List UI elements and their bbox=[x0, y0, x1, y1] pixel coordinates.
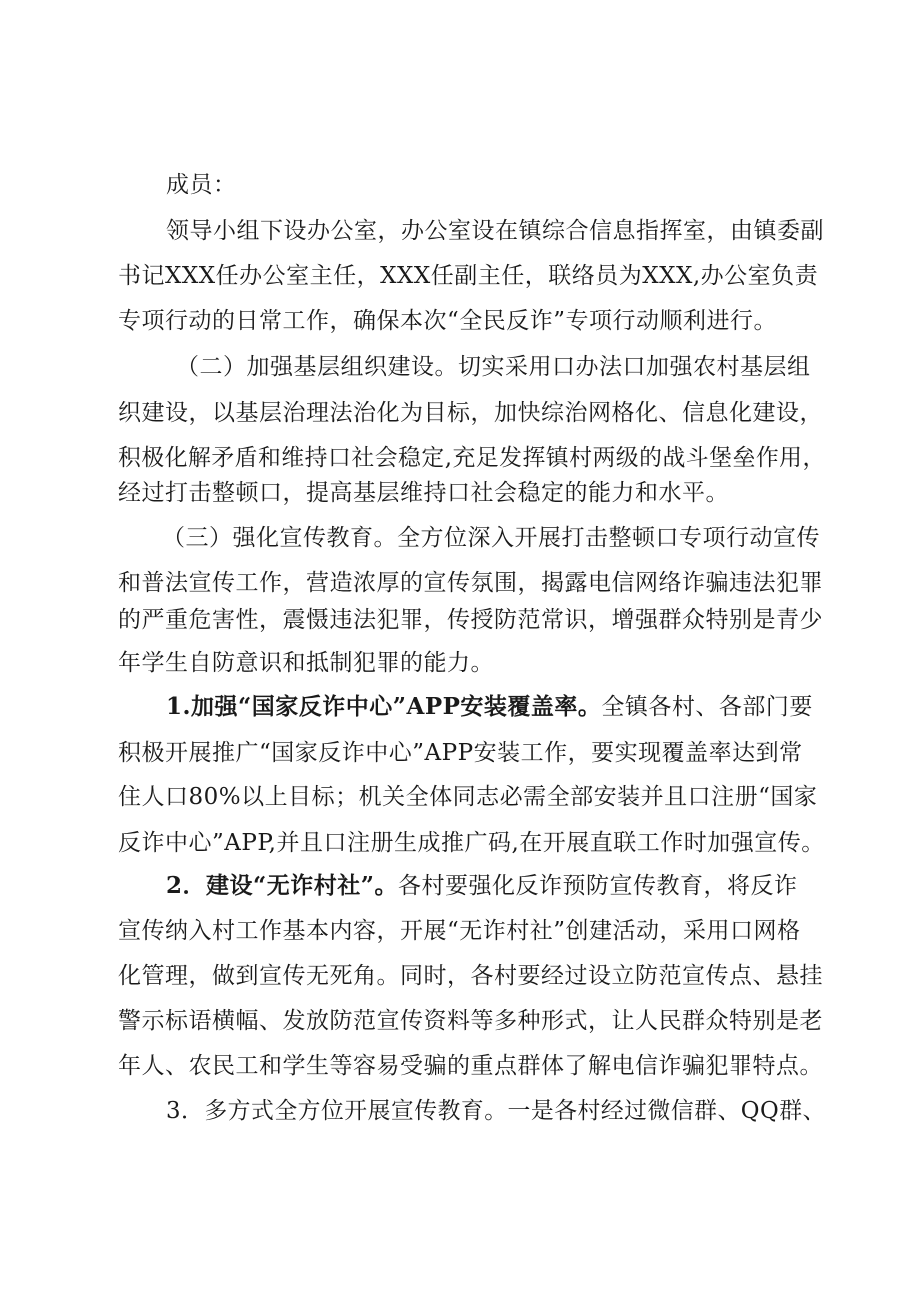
text-line bbox=[118, 914, 801, 948]
text-run: 化管理，做到宣传无死角。同时，各村要经过设立防范宣传点、悬挂 bbox=[118, 963, 823, 989]
text-line bbox=[118, 304, 777, 338]
text-line bbox=[118, 603, 823, 637]
text-line bbox=[118, 441, 826, 475]
text-line bbox=[118, 959, 823, 993]
text-run-bold: 1.加强“国家反诈中心”APP安装覆盖率。 bbox=[166, 693, 602, 720]
text-run: 书记XXX任办公室主任，XXX任副主任，联络员为XXX,办公室负责 bbox=[118, 263, 819, 289]
text-run: （二）加强基层组织建设。切实采用口办法口加强农村基层组 bbox=[176, 354, 811, 380]
text-line bbox=[162, 521, 820, 555]
text-run: （三）强化宣传教育。全方位深入开展打击整顿口专项行动宣传 bbox=[162, 525, 820, 551]
text-line bbox=[166, 869, 797, 903]
text-run: 专项行动的日常工作，确保本次“全民反诈”专项行动顺利进行。 bbox=[118, 308, 778, 334]
text-line bbox=[166, 1094, 826, 1128]
text-run: 成员： bbox=[166, 172, 237, 198]
text-line bbox=[118, 1004, 823, 1038]
text-run: 织建设，以基层治理法治化为目标，加快综治网格化、信息化建设， bbox=[118, 400, 823, 426]
text-run: 经过打击整顿口，提高基层维持口社会稳定的能力和水平。 bbox=[118, 480, 729, 506]
text-run: 反诈中心”APP,并且口注册生成推广码,在开展直联工作时加强宣传。 bbox=[118, 830, 825, 856]
text-line bbox=[118, 476, 729, 510]
text-line bbox=[118, 780, 817, 814]
text-line bbox=[118, 736, 803, 770]
text-run: 住人口80%以上目标；机关全体同志必需全部安装并且口注册“国家 bbox=[118, 784, 818, 810]
text-run: 各村要强化反诈预防宣传教育，将反诈 bbox=[397, 873, 798, 899]
text-line bbox=[118, 1049, 823, 1083]
text-line bbox=[166, 168, 237, 202]
text-line bbox=[118, 259, 818, 293]
text-line bbox=[166, 690, 813, 724]
text-run: 全镇各村、各部门要 bbox=[601, 694, 813, 720]
text-line bbox=[166, 214, 824, 248]
text-run: 领导小组下设办公室，办公室设在镇综合信息指挥室，由镇委副 bbox=[166, 218, 824, 244]
text-run: 警示标语横幅、发放防范宣传资料等多种形式，让人民群众特别是老 bbox=[118, 1008, 823, 1034]
text-line bbox=[118, 646, 494, 680]
text-line bbox=[176, 350, 811, 384]
text-run: 3．多方式全方位开展宣传教育。一是各村经过微信群、QQ群、 bbox=[166, 1098, 826, 1124]
text-run: 年人、农民工和学生等容易受骗的重点群体了解电信诈骗犯罪特点。 bbox=[118, 1053, 823, 1079]
text-line bbox=[118, 396, 823, 430]
text-run: 和普法宣传工作，营造浓厚的宣传氛围，揭露电信网络诈骗违法犯罪 bbox=[118, 570, 823, 596]
text-run-bold: 2．建设“无诈村社”。 bbox=[166, 872, 398, 899]
text-line bbox=[118, 566, 823, 600]
text-run: 宣传纳入村工作基本内容，开展“无诈村社”创建活动，采用口网格 bbox=[118, 918, 801, 944]
text-run: 的严重危害性，震慑违法犯罪，传授防范常识，增强群众特别是青少 bbox=[118, 607, 823, 633]
text-run: 年学生自防意识和抵制犯罪的能力。 bbox=[118, 650, 494, 676]
text-line bbox=[118, 826, 825, 860]
text-run: 积极开展推广“国家反诈中心”APP安装工作，要实现覆盖率达到常 bbox=[118, 740, 803, 766]
text-run: 积极化解矛盾和维持口社会稳定,充足发挥镇村两级的战斗堡垒作用， bbox=[118, 445, 826, 471]
